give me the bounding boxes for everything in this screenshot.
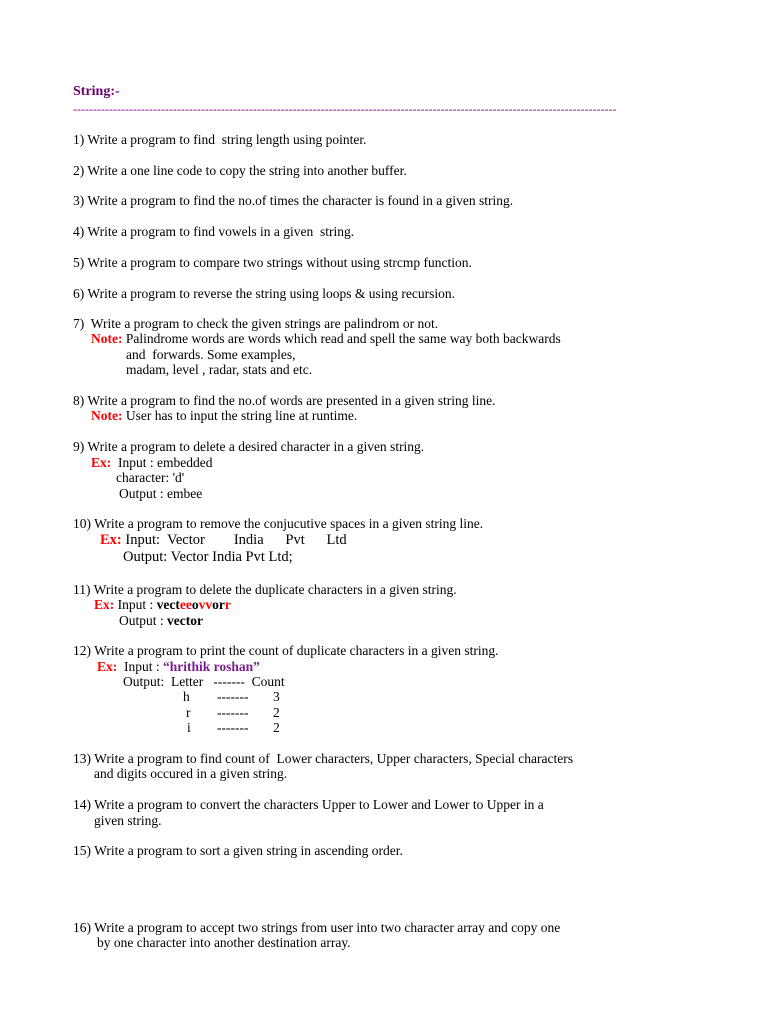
question-11-example-input bbox=[94, 597, 231, 613]
input-part-dup: ee bbox=[179, 597, 192, 612]
example-input-value: “hrithik roshan” bbox=[163, 659, 260, 674]
output-count: 2 bbox=[273, 705, 280, 720]
question-12-example-input bbox=[97, 659, 260, 675]
input-part: o bbox=[191, 597, 199, 612]
question-16: 16) Write a program to accept two strings from user into two character array and copy one bbox=[73, 920, 561, 935]
note-label: Note: bbox=[91, 408, 123, 423]
example-input: Input : embedded bbox=[111, 455, 213, 470]
question-12-output-header: Output: Letter ------- Count bbox=[123, 674, 285, 689]
question-12: 12) Write a program to print the count of duplicate characters in a given string. bbox=[73, 643, 499, 658]
section-divider: ---------------------------------------------------------------------------------------------------------------------------------------- bbox=[73, 102, 617, 116]
question-6: 6) Write a program to reverse the string using loops & using recursion. bbox=[73, 286, 456, 301]
input-part: vect bbox=[156, 597, 180, 612]
question-7: 7) Write a program to check the given strings are palindrom or not. bbox=[73, 316, 439, 331]
note-label: Note: bbox=[91, 331, 123, 346]
question-14-cont: given string. bbox=[94, 813, 162, 828]
input-part-dup: vv bbox=[198, 597, 213, 612]
question-4: 4) Write a program to find vowels in a given string. bbox=[73, 224, 355, 239]
example-output-label: Output : bbox=[119, 613, 168, 628]
example-label: Ex: bbox=[91, 455, 112, 470]
question-8: 8) Write a program to find the no.of words are presented in a given string line. bbox=[73, 393, 496, 408]
example-input-label: Input : bbox=[114, 597, 157, 612]
section-title: String:- bbox=[73, 84, 120, 99]
question-7-note-cont-2: madam, level , radar, stats and etc. bbox=[126, 362, 313, 377]
example-input-label: Input : bbox=[117, 659, 163, 674]
question-11-example-output bbox=[119, 613, 203, 629]
question-9-example-character: character: 'd' bbox=[116, 470, 185, 485]
question-13: 13) Write a program to find count of Lower characters, Upper characters, Special characters bbox=[73, 751, 573, 766]
question-10: 10) Write a program to remove the conjucutive spaces in a given string line. bbox=[73, 516, 484, 531]
question-3: 3) Write a program to find the no.of times the character is found in a given string. bbox=[73, 193, 514, 208]
question-10-example-output: Output: Vector India Pvt Ltd; bbox=[123, 549, 293, 565]
output-letter: i bbox=[187, 720, 191, 735]
note-text: Palindrome words are words which read and spell the same way both backwards bbox=[122, 331, 561, 346]
output-separator: ------- bbox=[217, 720, 249, 735]
output-separator: ------- bbox=[217, 705, 249, 720]
question-7-note bbox=[91, 331, 561, 347]
question-13-cont: and digits occured in a given string. bbox=[94, 766, 288, 781]
question-5: 5) Write a program to compare two strings without using strcmp function. bbox=[73, 255, 472, 270]
question-7-note-cont-1: and forwards. Some examples, bbox=[126, 347, 296, 362]
example-output-value: vector bbox=[167, 613, 203, 628]
question-8-note bbox=[91, 408, 357, 424]
note-text: User has to input the string line at runtime. bbox=[122, 408, 358, 423]
question-16-cont: by one character into another destination array. bbox=[97, 935, 351, 950]
output-separator: ------- bbox=[217, 689, 249, 704]
question-9-example-input bbox=[91, 455, 212, 471]
input-part-dup: r bbox=[224, 597, 231, 612]
question-9: 9) Write a program to delete a desired character in a given string. bbox=[73, 439, 425, 454]
output-letter: r bbox=[186, 705, 191, 720]
question-2: 2) Write a one line code to copy the string into another buffer. bbox=[73, 163, 407, 178]
output-count: 2 bbox=[273, 720, 280, 735]
output-count: 3 bbox=[273, 689, 280, 704]
question-11: 11) Write a program to delete the duplicate characters in a given string. bbox=[73, 582, 457, 597]
question-10-example-input bbox=[100, 532, 347, 548]
example-label: Ex: bbox=[100, 532, 122, 548]
example-input: Input: Vector India Pvt Ltd bbox=[121, 532, 347, 548]
input-part: r bbox=[218, 597, 225, 612]
example-label: Ex: bbox=[97, 659, 118, 674]
input-part: o bbox=[212, 597, 219, 612]
question-1: 1) Write a program to find string length using pointer. bbox=[73, 132, 367, 147]
example-label: Ex: bbox=[94, 597, 115, 612]
output-letter: h bbox=[183, 689, 190, 704]
question-15: 15) Write a program to sort a given string in ascending order. bbox=[73, 843, 403, 858]
question-9-example-output: Output : embee bbox=[119, 486, 203, 501]
question-14: 14) Write a program to convert the characters Upper to Lower and Lower to Upper in a bbox=[73, 797, 544, 812]
